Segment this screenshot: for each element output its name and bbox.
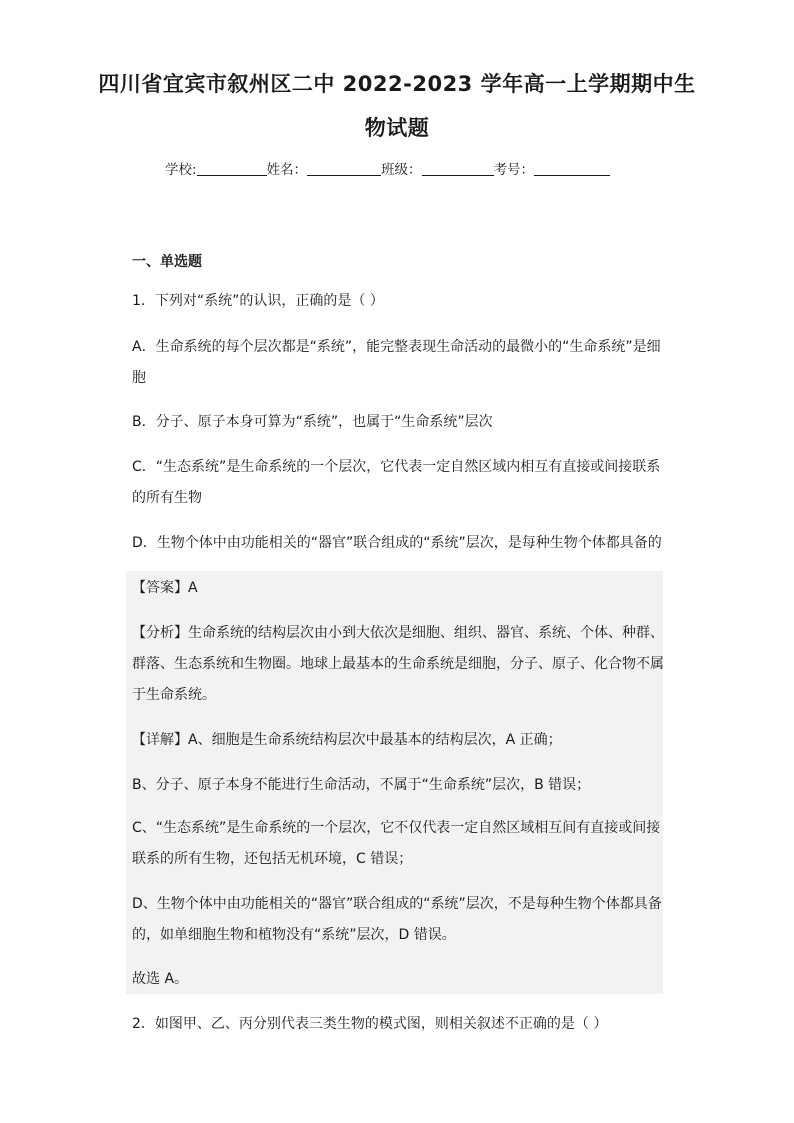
question-1-option-d: D．生物个体中由功能相关的“器官”联合组成的“系统”层次，是每种生物个体都具备的 — [132, 535, 662, 551]
question-1-option-c-line2: 的所有生物 — [132, 490, 202, 506]
question-1-option-c-line1: C．“生态系统”是生命系统的一个层次，它代表一定自然区域内相互有直接或间接联系 — [132, 459, 661, 475]
student-info-line — [165, 158, 610, 178]
question-1-option-a-line1: A．生命系统的每个层次都是“系统”，能完整表现生命活动的最微小的“生命系统”是细 — [132, 339, 661, 355]
question-1-stem: 1．下列对“系统”的认识，正确的是（ ） — [132, 293, 384, 309]
detail-line2: B、分子、原子本身不能进行生命活动，不属于“生命系统”层次，B 错误； — [132, 777, 591, 793]
name-blank[interactable] — [307, 161, 381, 176]
detail-line3: C、“生态系统”是生命系统的一个层次，它不仅代表一定自然区域相互间有直接或间接 — [132, 820, 661, 836]
school-label: 学校: — [165, 162, 197, 178]
class-label: 班级： — [381, 162, 422, 178]
class-blank[interactable] — [422, 161, 494, 176]
answer-line: 【答案】A — [132, 580, 198, 596]
detail-line5: D、生物个体中由功能相关的“器官”联合组成的“系统”层次，不是每种生物个体都具备 — [132, 896, 662, 912]
analysis-line2: 群落、生态系统和生物圈。地球上最基本的生命系统是细胞，分子、原子、化合物不属 — [132, 656, 664, 672]
question-1-option-a-line2: 胞 — [132, 370, 146, 386]
section-heading: 一、单选题 — [132, 254, 202, 270]
number-label: 考号： — [493, 162, 535, 178]
question-2-stem: 2．如图甲、乙、丙分别代表三类生物的模式图，则相关叙述不正确的是（ ） — [132, 1016, 608, 1032]
detail-line6: 的，如单细胞生物和植物没有“系统”层次，D 错误。 — [132, 927, 456, 943]
document-title-line1: 四川省宜宾市叙州区二中 2022-2023 学年高一上学期期中生 — [98, 72, 696, 96]
number-blank[interactable] — [534, 161, 610, 176]
document-title-line2: 物试题 — [364, 116, 430, 140]
conclusion-line: 故选 A。 — [132, 971, 189, 987]
question-1-option-b: B．分子、原子本身可算为“系统”，也属于“生命系统”层次 — [132, 414, 493, 430]
analysis-line1: 【分析】生命系统的结构层次由小到大依次是细胞、组织、器官、系统、个体、种群、 — [132, 625, 664, 641]
detail-line4: 联系的所有生物，还包括无机环境，C 错误； — [132, 851, 413, 867]
name-label: 姓名： — [266, 162, 308, 178]
school-blank[interactable] — [197, 161, 267, 176]
analysis-line3: 于生命系统。 — [132, 687, 216, 703]
detail-line1: 【详解】A、细胞是生命系统结构层次中最基本的结构层次，A 正确； — [132, 732, 562, 748]
